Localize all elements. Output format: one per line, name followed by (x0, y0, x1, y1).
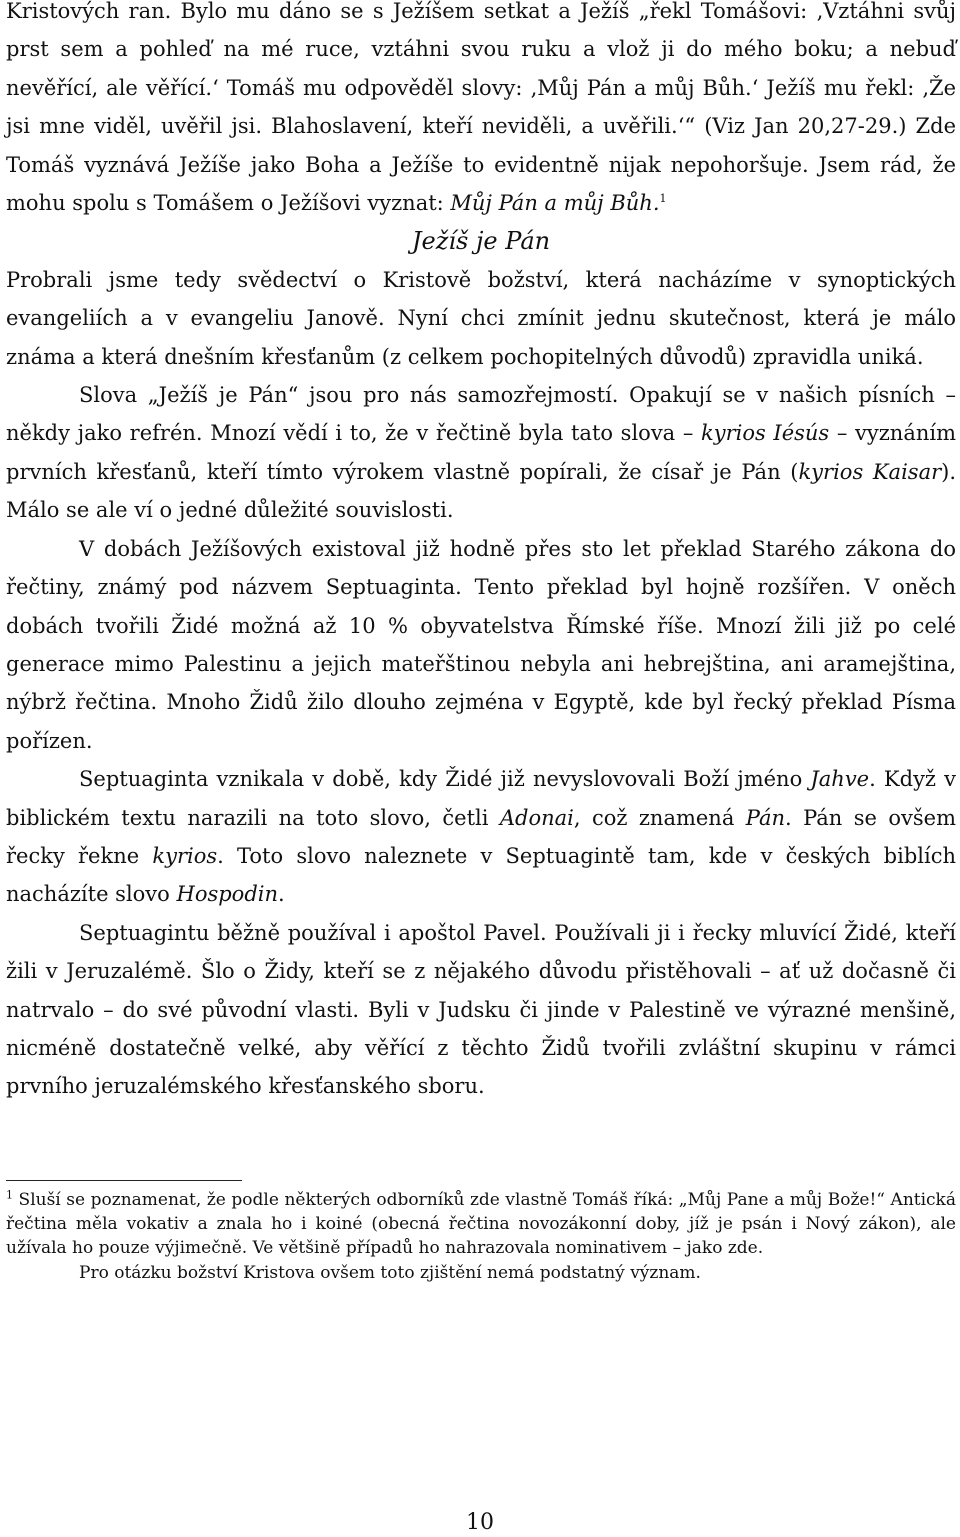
p3-italic-2: kyrios Kaisar (798, 459, 942, 484)
footnote-reference: 1 (659, 192, 667, 206)
p5-italic-4: kyrios (152, 843, 218, 868)
intro-text: Kristových ran. Bylo mu dáno se s Ježíšem setkat a Ježíš „řekl Tomášovi: ‚Vztáhni svůj prst sem a pohleď na mé ruce, vztáhni svou ruku a vlož ji do mého boku; a nebuď nevěřící, ale věřící.‘ Tomáš mu odpověděl slovy: ‚Můj Pán a můj Bůh.‘ Ježíš mu řekl: ‚Že jsi mne viděl, uvěřil jsi. Blahoslavení, kteří neviděli, a uvěřili.‘“ (Viz Jan 20,27-29.) Zde Tomáš vyznává Ježíše jako Boha a Ježíše to evidentně nijak nepohoršuje. Jsem rád, že mohu spolu s Tomášem o Ježíšovi vyznat: (6, 0, 956, 216)
footnote (6, 1188, 956, 1285)
p3-text-1: Slova „Ježíš je Pán“ jsou pro nás samozřejmostí. Opakují se v našich písních – někdy jako refrén. Mnozí vědí i to, že v řečtině byla tato slova – (6, 383, 956, 446)
page-number: 10 (466, 1510, 494, 1535)
section-heading: Ježíš je Pán (411, 227, 551, 256)
p5-text-5: . Toto slovo naleznete v Septuagintě tam, kde v českých biblích nacházíte slovo (6, 843, 956, 907)
p5-text-4: . Pán se ovšem řecky řekne (6, 805, 956, 868)
page (6, 0, 956, 1285)
paragraph-6: Septuagintu běžně používal i apoštol Pavel. Používali ji i řecky mluvící Židé, kteří žili v Jeruzalémě. Šlo o Židy, kteří se z nějakého důvodu přistěhovali – ať už dočasně či natrvalo – do své původní vlasti. Byli v Judsku či jinde v Palestině ve výrazné menšině, nicméně dostatečně velké, aby věřící z těchto Židů tvořili zvláštní skupinu v rámci prvního jeruzalémského křesťanského sboru. (6, 920, 956, 1099)
paragraph-3 (6, 376, 956, 530)
p5-italic-2: Adonai (499, 805, 574, 830)
paragraph-intro (6, 0, 956, 222)
footnote-number: 1 (6, 1188, 13, 1202)
intro-emphasis: Můj Pán a můj Bůh. (450, 191, 660, 216)
footnote-separator (6, 1180, 242, 1182)
p5-text-3: , což znamená (573, 805, 746, 830)
paragraph-4: V dobách Ježíšových existoval již hodně přes sto let překlad Starého zákona do řečtiny, známý pod názvem Septuaginta. Tento překlad byl hojně rozšířen. V oněch dobách tvořili Židé možná až 10 % obyvatelstva Římské říše. Mnozí žili již po celé generace mimo Palestinu a jejich mateřštinou nebyla ani hebrejština, ani aramejština, nýbrž řečtina. Mnoho Židů žilo dlouho zejména v Egyptě, kde byl řecký překlad Písma pořízen. (6, 536, 956, 753)
footnote-body (6, 1188, 956, 1261)
paragraph-5 (6, 760, 956, 914)
p3-italic-1: kyrios Iésús (701, 421, 830, 446)
main-text (6, 0, 956, 1106)
p5-text-2: . Když v biblickém textu narazili na toto slovo, četli (6, 767, 956, 830)
p3-text-2: – vyznáním prvních křesťanů, kteří tímto výrokem vlastně popírali, že císař je Pán ( (6, 421, 956, 484)
footnote-text: Sluší se poznamenat, že podle některých odborníků zde vlastně Tomáš říká: „Můj Pane a můj Bože!“ Antická řečtina měla vokativ a znala ho i koiné (obecná řečtina novozákonní doby, jíž je psán i Nový zákon), ale užívala ho pouze výjimečně. Ve většině případů ho nahrazovala nominativem – jako zde. (6, 1189, 956, 1259)
footnote-continuation: Pro otázku božství Kristova ovšem toto zjištění nemá podstatný význam. (79, 1262, 701, 1283)
paragraph-2: Probrali jsme tedy svědectví o Kristově božství, která nacházíme v synoptických evangeliích a v evangeliu Janově. Nyní chci zmínit jednu skutečnost, která je málo známa a která dnešním křesťanům (z celkem pochopitelných důvodů) zpravidla uniká. (6, 267, 956, 369)
p5-italic-5: Hospodin (176, 882, 279, 907)
p3-text-3: ). Málo se ale ví o jedné důležité souvislosti. (6, 459, 956, 523)
p5-italic-3: Pán (745, 805, 785, 830)
p5-italic-1: Jahve (810, 767, 870, 792)
p5-text-1: Septuaginta vznikala v době, kdy Židé již nevyslovovali Boží jméno (79, 767, 811, 792)
p5-text-6: . (278, 882, 285, 907)
